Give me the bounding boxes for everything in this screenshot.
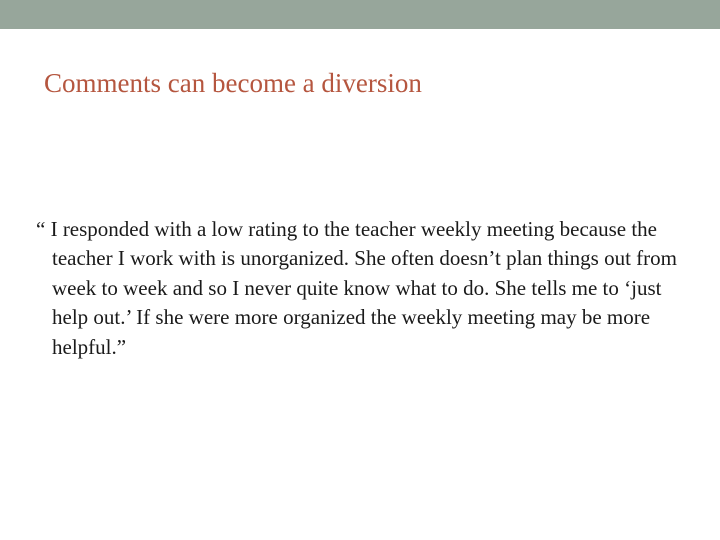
slide-title: Comments can become a diversion <box>44 68 422 98</box>
slide-quote: “ I responded with a low rating to the teacher weekly meeting because the teacher I work with is unorganized. She often doesn’t plan things out from week to week and so I never quite know what to do. She tells me to ‘just help out.’ If she were more organized the weekly meeting may be more helpful.” <box>36 217 678 359</box>
top-accent-bar <box>0 0 720 29</box>
